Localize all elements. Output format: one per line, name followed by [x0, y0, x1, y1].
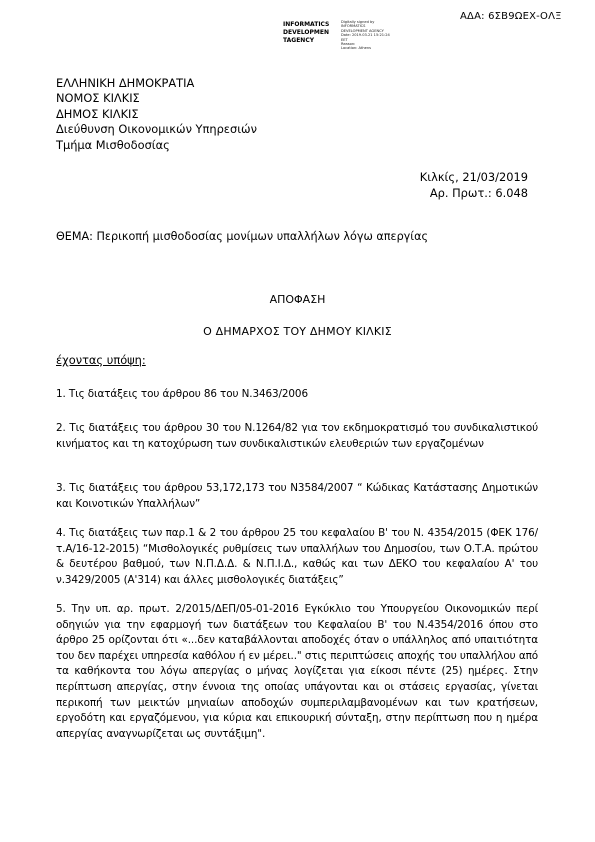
document-date: Κιλκίς, 21/03/2019	[419, 170, 528, 184]
stamp-sig-line: EET	[341, 37, 348, 42]
stamp-sig-line: Reason:	[341, 42, 356, 47]
considering-item-1: 1. Τις διατάξεις του άρθρου 86 του Ν.3463/2006	[56, 388, 308, 400]
considering-heading: έχοντας υπόψη:	[56, 353, 146, 367]
authority-line: ΕΛΛΗΝΙΚΗ ΔΗΜΟΚΡΑΤΙΑ	[56, 76, 195, 90]
ada-code: ΑΔΑ: 6ΣΒ9ΩΕΧ-ΟΛΞ	[460, 11, 562, 22]
stamp-sig-line: Location: Athens	[341, 46, 371, 51]
authority-line: ΝΟΜΟΣ ΚΙΛΚΙΣ	[56, 91, 140, 106]
place-date-block	[420, 169, 528, 201]
protocol-number: Αρ. Πρωτ.: 6.048	[429, 186, 528, 200]
stamp-sig-line: Digitally signed by	[341, 20, 375, 24]
stamp-sig-line: INFORMATICS	[341, 24, 366, 29]
considering-item-2: 2. Τις διατάξεις του άρθρου 30 του Ν.1264/82 για τον εκδημοκρατισμό του συνδικαλιστικού κινήματος και τη κατοχύρωση των συνδικαλιστικών ελευθεριών των εργαζομένων	[56, 422, 538, 450]
digital-signature-org	[283, 21, 329, 45]
stamp-org-line: DEVELOPMEN	[283, 29, 330, 36]
digital-signature-details	[341, 20, 390, 51]
subject-line: ΘΕΜΑ: Περικοπή μισθοδοσίας μονίμων υπαλλήλων λόγω απεργίας	[56, 230, 429, 243]
stamp-org-line: TAGENCY	[283, 37, 315, 44]
considering-item-4: 4. Τις διατάξεις των παρ.1 & 2 του άρθρου 25 του κεφαλαίου Β' του Ν. 4354/2015 (ΦΕΚ 176/τ.Α/16-12-2015) “Μισθολογικές ρυθμίσεις των υπαλλήλων του Δημοσίου, των Ο.Τ.Α. πρώτου & δευτέρου βαθμού, των Ν.Π.Δ.Δ. & Ν.Π.Ι.Δ., καθώς και των ΔΕΚΟ του κεφαλαίου Α' του ν.3429/2005 (Α'314) και άλλες μισθολογικές διατάξεις”	[56, 527, 538, 586]
mayor-title: Ο ΔΗΜΑΡΧΟΣ ΤΟΥ ΔΗΜΟΥ ΚΙΛΚΙΣ	[203, 325, 392, 338]
authority-line: Τμήμα Μισθοδοσίας	[56, 137, 170, 152]
stamp-sig-line: DEVELOPMENT AGENCY	[341, 28, 384, 33]
stamp-sig-line: Date: 2019.03.21 15:21:24	[341, 33, 390, 38]
considering-item-5: 5. Την υπ. αρ. πρωτ. 2/2015/ΔΕΠ/05-01-2016 Εγκύκλιο του Υπουργείου Οικονομικών περί οδηγιών για την εφαρμογή των διατάξεων του Κεφαλαίου Β' του Ν.4354/2016 όπου στο άρθρο 25 ορίζονται ότι «...δεν καταβάλλονται αποδοχές όταν ο υπάλληλος από υπαιτιότητα του δεν παρέχει υπηρεσία καθόλου ή εν μέρει.." στις περιπτώσεις αποχής του υπαλλήλου από τα καθήκοντα του λόγω απεργίας ο μήνας λογίζεται για είκοσι πέντε (25) ημέρες. Στην περίπτωση απεργίας, στην έννοια της οποίας υπάγονται και οι στάσεις εργασίας, γίνεται περικοπή των μεικτών μηνιαίων αποδοχών συμπεριλαμβανομένων και των κρατήσεων, εργοδότη και εργαζόμενου, για κύρια και επικουρική σύνταξη, στην περίπτωση που η ημέρα απεργίας αναγνωρίζεται ως συντάξιμη".	[56, 603, 538, 740]
decision-title: ΑΠΟΦΑΣΗ	[269, 293, 326, 306]
considering-item-3: 3. Τις διατάξεις του άρθρου 53,172,173 του Ν3584/2007 “ Κώδικας Κατάστασης Δημοτικών και Κοινοτικών Υπαλλήλων”	[56, 482, 538, 510]
stamp-org-line: INFORMATICS	[283, 21, 330, 28]
issuing-authority	[56, 76, 257, 153]
authority-line: Διεύθυνση Οικονομικών Υπηρεσιών	[56, 122, 257, 137]
authority-line: ΔΗΜΟΣ ΚΙΛΚΙΣ	[56, 106, 139, 121]
